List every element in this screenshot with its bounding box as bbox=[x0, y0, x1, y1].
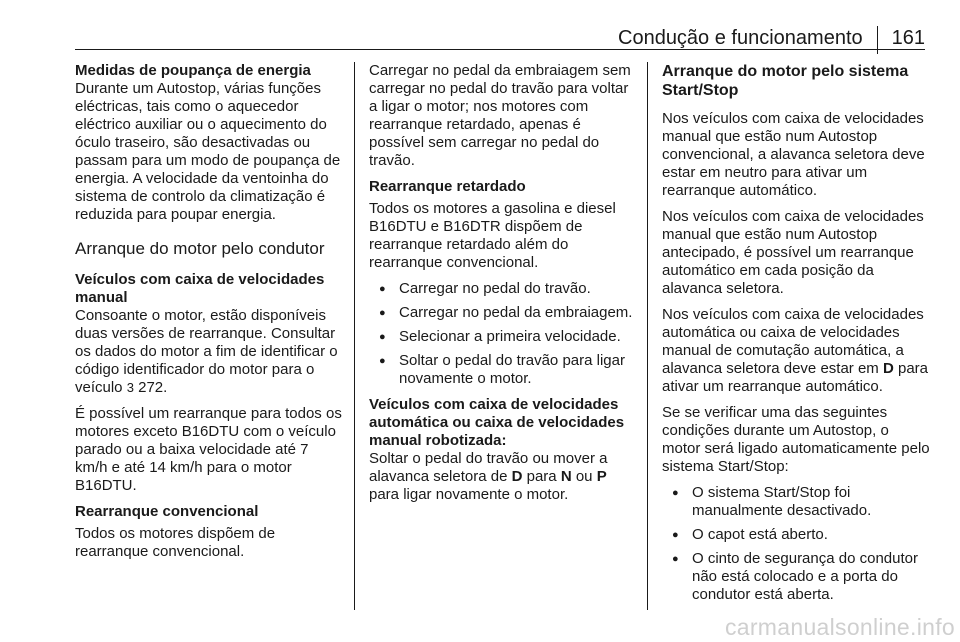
energy-saving-heading: Medidas de poupança de energia bbox=[75, 62, 311, 79]
manual-gearbox-text: Consoante o motor, estão disponíveis duas versões de rearranque. Consultar os dados do motor a fim de identificar o código identificador do motor para o veículo 3 272. bbox=[75, 307, 338, 396]
delayed-restart-heading: Rearranque retardado bbox=[369, 178, 526, 195]
gear-d-label: D bbox=[511, 468, 523, 485]
automatic-gearbox-autostop-text: Nos veículos com caixa de velocidades automática ou caixa de velocidades manual de comutação automática, a alavanca seletora deve estar em D para ativar um rearranque automático. bbox=[662, 306, 929, 395]
column-divider-2 bbox=[647, 62, 648, 610]
auto-restart-conditions bbox=[662, 484, 930, 604]
column-divider-1 bbox=[354, 62, 355, 610]
clutch-pedal-text: Carregar no pedal da embraiagem sem carregar no pedal do travão para voltar a ligar o motor; nos motores com rearranque retardado, apenas é possível sem carregar no pedal do travão. bbox=[369, 62, 631, 169]
restart-speed-text: É possível um rearranque para todos os motores exceto B16DTU com o veículo parado ou a baixa velocidade até 7 km/h e até 14 km/h para o motor B16DTU. bbox=[75, 405, 342, 494]
list-item: ● Soltar o pedal do travão para ligar novamente o motor. bbox=[369, 352, 637, 388]
auto-restart-conditions-text: Se se verificar uma das seguintes condições durante um Autostop, o motor será ligado automaticamente pelo sistema Start/Stop: bbox=[662, 404, 930, 475]
gear-d-label: D bbox=[882, 360, 894, 377]
energy-saving-text: Durante um Autostop, várias funções eléctricas, tais como o aquecedor eléctrico auxiliar ou o aquecimento do óculo traseiro, são desactivadas ou passam para um modo de poupança de energia. A velocidade da ventoinha do sistema de controlo da climatização é reduzida para poupar energia. bbox=[75, 80, 341, 223]
delayed-restart-text: Todos os motores a gasolina e diesel B16DTU e B16DTR dispõem de rearranque retardado além do rearranque convencional. bbox=[369, 200, 616, 271]
page-ref-arrow-icon: 3 bbox=[126, 380, 134, 395]
list-item: ● Carregar no pedal da embraiagem. bbox=[369, 304, 637, 322]
list-item: ● O cinto de segurança do condutor não está colocado e a porta do condutor está aberta. bbox=[662, 550, 930, 604]
conventional-restart-heading: Rearranque convencional bbox=[75, 503, 259, 520]
list-item: ● O capot está aberto. bbox=[662, 526, 930, 544]
conventional-restart-text: Todos os motores dispõem de rearranque convencional. bbox=[75, 525, 276, 560]
early-autostop-text: Nos veículos com caixa de velocidades manual que estão num Autostop antecipado, é possível um rearranque automático em cada posição da alavanca seletora. bbox=[662, 208, 924, 297]
list-item: ● Selecionar a primeira velocidade. bbox=[369, 328, 637, 346]
list-item: ● O sistema Start/Stop foi manualmente desactivado. bbox=[662, 484, 930, 520]
header-rule bbox=[75, 49, 925, 50]
column-2 bbox=[369, 62, 637, 504]
start-stop-heading: Arranque do motor pelo sistema Start/Stop bbox=[662, 63, 909, 99]
column-1 bbox=[75, 62, 343, 561]
list-item: ● Carregar no pedal do travão. bbox=[369, 280, 637, 298]
delayed-restart-steps bbox=[369, 280, 637, 388]
section-title: Condução e funcionamento bbox=[618, 27, 863, 49]
watermark: carmanualsonline.info bbox=[724, 614, 955, 640]
automatic-gearbox-text: Soltar o pedal do travão ou mover a alavanca seletora de D para N ou P para ligar novamente o motor. bbox=[369, 450, 608, 503]
automatic-gearbox-heading: Veículos com caixa de velocidades automática ou caixa de velocidades manual robotizada: bbox=[369, 396, 625, 449]
driver-restart-heading: Arranque do motor pelo condutor bbox=[75, 239, 325, 258]
column-3 bbox=[662, 62, 930, 612]
manual-gearbox-heading: Veículos com caixa de velocidades manual bbox=[75, 271, 325, 306]
gear-n-label: N bbox=[560, 468, 572, 485]
page-ref[interactable]: 272. bbox=[133, 379, 168, 396]
conventional-autostop-text: Nos veículos com caixa de velocidades manual que estão num Autostop convencional, a alavanca seletora deve estar em neutro para ativar um rearranque automático. bbox=[662, 110, 925, 199]
page-number: 161 bbox=[891, 27, 925, 49]
gear-p-label: P bbox=[596, 468, 607, 485]
